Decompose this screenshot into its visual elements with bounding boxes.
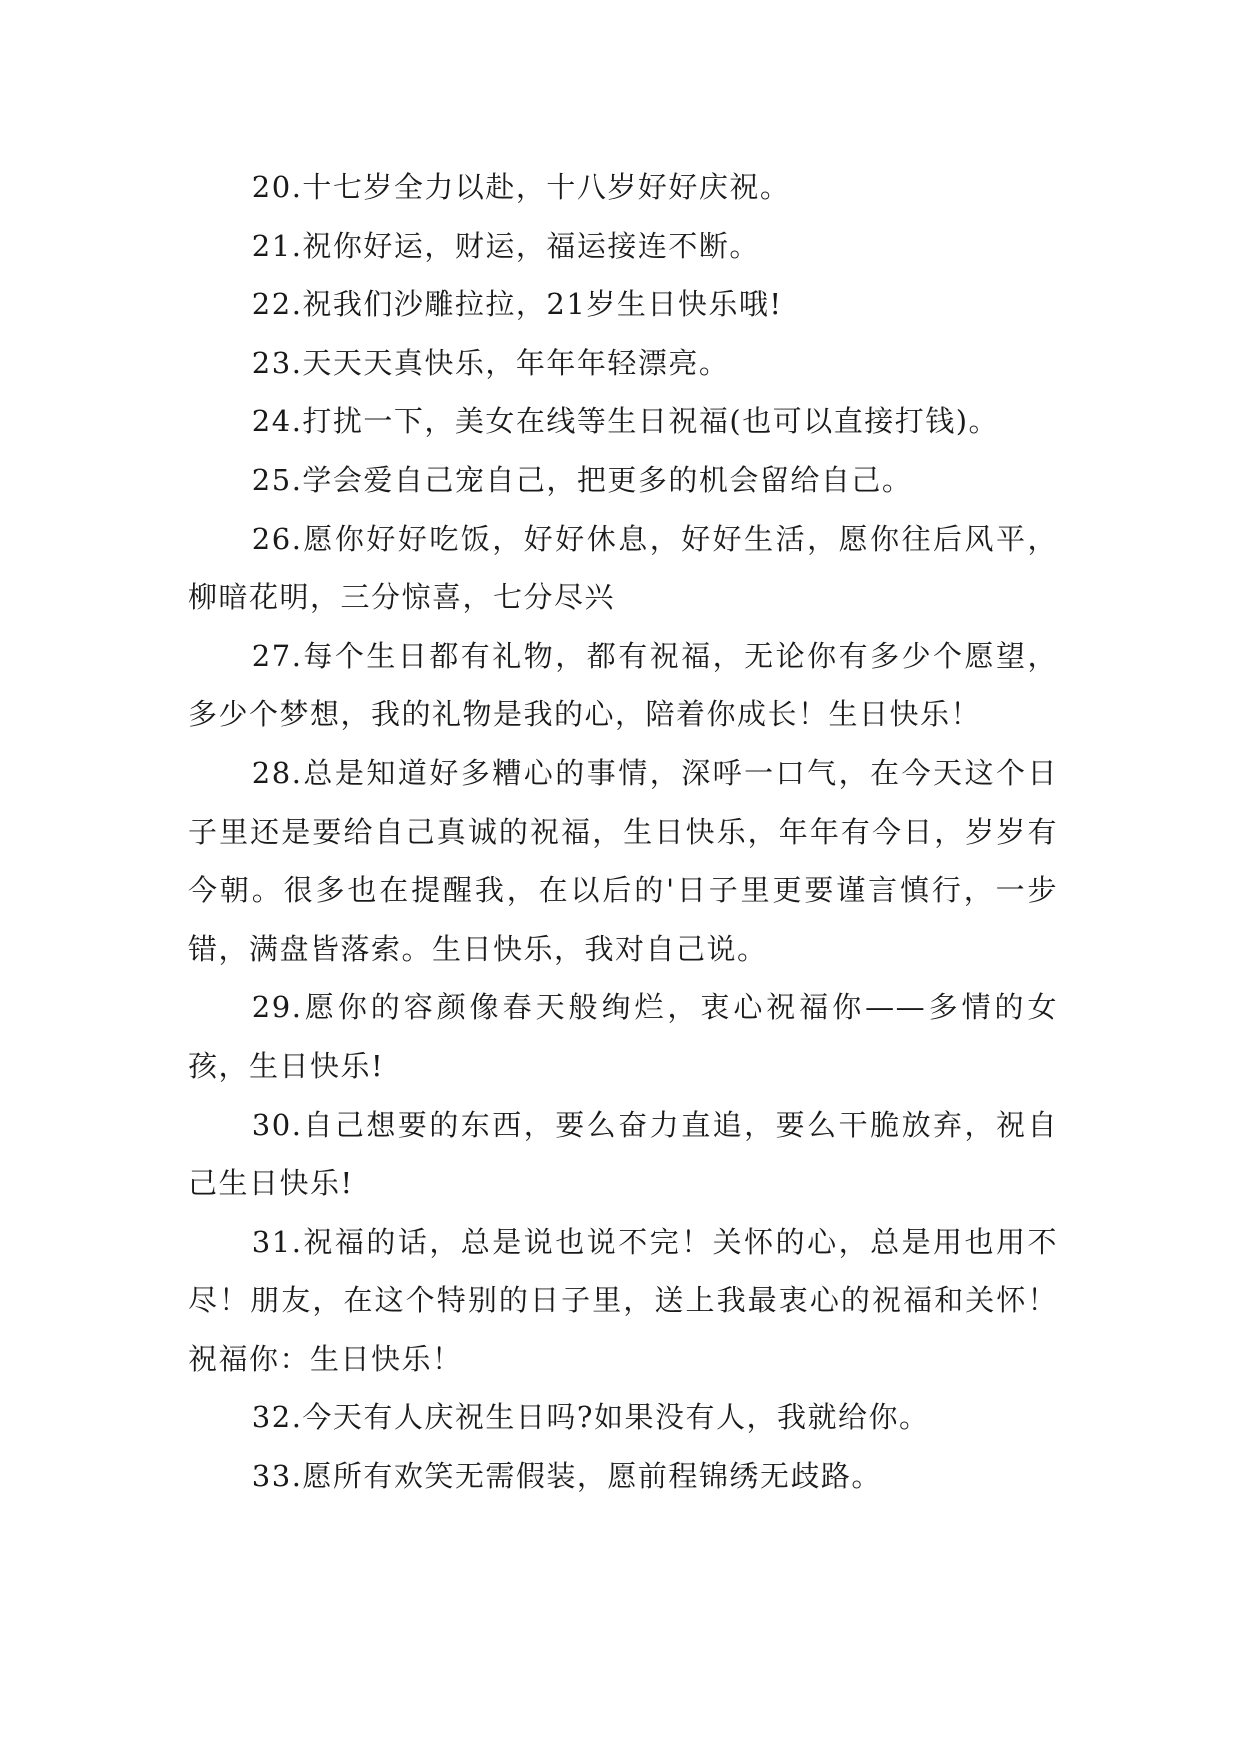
paragraph-25: 25.学会爱自己宠自己，把更多的机会留给自己。 [251,462,913,497]
paragraph-29: 29.愿你的容颜像春天般绚烂，衷心祝福你——多情的女孩，生日快乐! [188,990,1058,1083]
paragraph-24: 24.打扰一下，美女在线等生日祝福(也可以直接打钱)。 [251,404,1000,439]
paragraph-33: 33.愿所有欢笑无需假装，愿前程锦绣无歧路。 [251,1459,882,1494]
paragraph-23: 23.天天天真快乐，年年年轻漂亮。 [251,345,730,380]
paragraph-32: 32.今天有人庆祝生日吗?如果没有人，我就给你。 [251,1400,930,1435]
paragraph-21: 21.祝你好运，财运，福运接连不断。 [251,228,760,263]
paragraph-22: 22.祝我们沙雕拉拉，21岁生日快乐哦! [251,287,783,322]
document-body [188,158,1058,1506]
paragraph-30: 30.自己想要的东西，要么奋力直追，要么干脆放弃，祝自己生日快乐! [188,1107,1058,1201]
paragraph-31: 31.祝福的话，总是说也说不完！关怀的心，总是用也用不尽！朋友，在这个特别的日子里，送上我最衷心的祝福和关怀！祝福你：生日快乐！ [188,1224,1058,1376]
paragraph-26: 26.愿你好好吃饭，好好休息，好好生活，愿你往后风平，柳暗花明，三分惊喜，七分尽兴 [188,521,1058,615]
paragraph-28: 28.总是知道好多糟心的事情，深呼一口气，在今天这个日子里还是要给自己真诚的祝福，生日快乐，年年有今日，岁岁有今朝。很多也在提醒我，在以后的'日子里更要谨言慎行，一步错，满盘皆落索。生日快乐，我对自己说。 [188,755,1058,966]
paragraph-20: 20.十七岁全力以赴，十八岁好好庆祝。 [251,170,791,204]
paragraph-27: 27.每个生日都有礼物，都有祝福，无论你有多少个愿望，多少个梦想，我的礼物是我的心，陪着你成长！生日快乐！ [188,638,1058,732]
